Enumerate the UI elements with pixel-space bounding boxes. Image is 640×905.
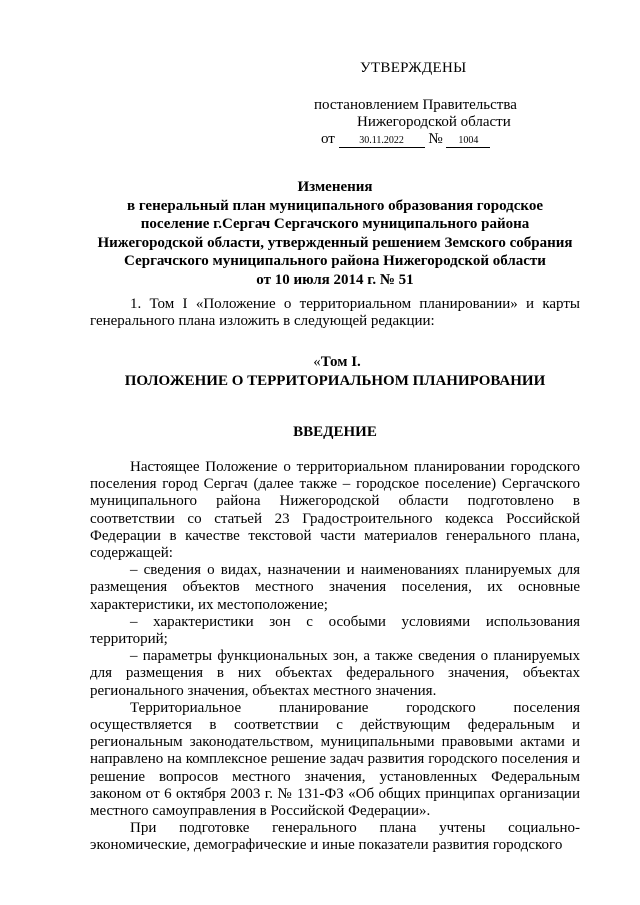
- heading-line: поселение г.Сергач Сергачского муниципального района: [140, 216, 530, 232]
- list-item: – характеристики зон с особыми условиями использования территорий;: [90, 613, 580, 648]
- tome-quote: «: [313, 354, 321, 370]
- approved-region: Нижегородской области: [357, 114, 511, 130]
- approval-block: [304, 60, 584, 148]
- main-paragraph: Настоящее Положение о территориальном планировании городского поселения город Сергач (далее также – городское поселение) Сергачского муниципального района Нижегородской области подготовлено в соответствии со статьей 23 Градостроительного кодекса Российской Федерации в качестве текстовой части материалов генерального плана, содержащей:: [90, 459, 580, 562]
- document-heading: [90, 178, 580, 289]
- heading-line: Сергачского муниципального района Нижегородской области: [124, 253, 546, 269]
- main-paragraph: При подготовке генерального плана учтены социально-экономические, демографические и иные показатели развития городского: [90, 820, 580, 854]
- paragraph-1: [90, 296, 580, 330]
- main-text: [90, 459, 580, 855]
- tome-title: [90, 353, 580, 390]
- approval-number: 1004: [446, 135, 490, 148]
- approval-date: 30.11.2022: [339, 135, 425, 148]
- list-item: – параметры функциональных зон, а также сведения о планируемых для размещения в них объектах федерального значения, объектах регионального значения, объектах местного значения.: [90, 648, 580, 699]
- tome-title-line: [94, 353, 580, 372]
- main-paragraph: Территориальное планирование городского поселения осуществляется в соответствии с действующим федеральным и региональным законодательством, муниципальными правовыми актами и направлено на комплексное решение задач развития городского поселения и решение вопросов местного значения, установленных Федеральным законом от 6 октября 2003 г. № 131-ФЗ «Об общих принципах организации местного самоуправления в Российской Федерации».: [90, 699, 580, 820]
- tome-number: Том I.: [320, 354, 361, 370]
- paragraph-1-text: 1. Том I «Положение о территориальном планировании» и карты генерального плана изложить в следующей редакции:: [90, 296, 580, 330]
- heading-line: от 10 июля 2014 г. № 51: [256, 271, 414, 288]
- approval-date-line: [321, 131, 584, 148]
- tome-subtitle: ПОЛОЖЕНИЕ О ТЕРРИТОРИАЛЬНОМ ПЛАНИРОВАНИИ: [124, 372, 546, 389]
- heading-line: Нижегородской области, утвержденный решением Земского собрания: [97, 234, 573, 251]
- from-label: от: [321, 131, 335, 147]
- approved-label: УТВЕРЖДЕНЫ: [360, 60, 467, 76]
- number-sign: №: [428, 131, 443, 147]
- list-item: – сведения о видах, назначении и наименованиях планируемых для размещения объектов местного значения поселения, их основные характеристики, их местоположение;: [90, 562, 580, 613]
- heading-line: в генеральный план муниципального образования городское: [126, 197, 544, 214]
- intro-title: ВВЕДЕНИЕ: [293, 424, 377, 440]
- approved-by: постановлением Правительства: [314, 97, 517, 113]
- heading-line: Изменения: [297, 179, 373, 195]
